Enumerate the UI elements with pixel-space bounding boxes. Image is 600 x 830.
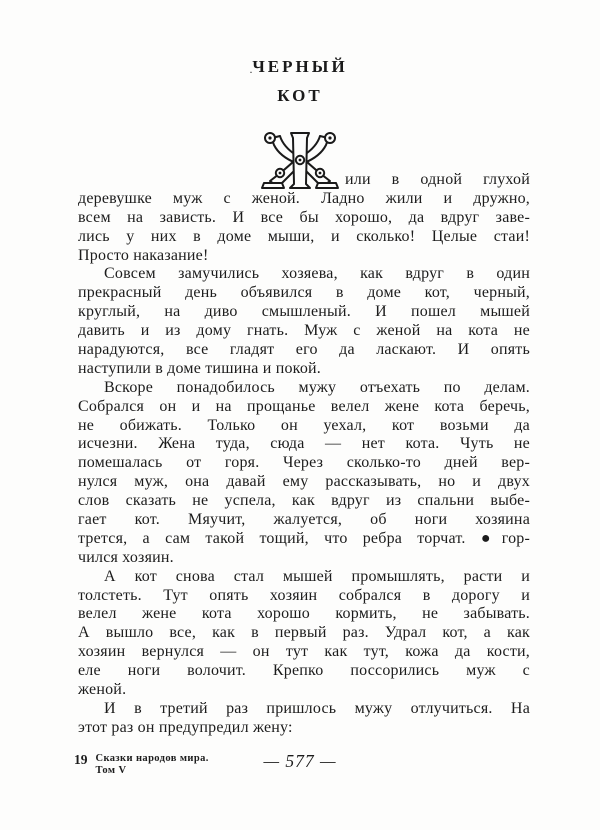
text-line: Собрался он и на прощанье велел жене кота беречь, (78, 397, 530, 415)
text-line: круглый, на диво смышленый. И пошел мышей (78, 303, 530, 321)
text-line: И в третий раз пришлось мужу отлучиться. На (104, 699, 530, 717)
text-line: слов сказать не успела, как вдруг из спальни выбе- (78, 492, 530, 510)
page-number: — 577 — (263, 751, 337, 771)
text-line: не обижать. Только он уехал, кот возьми да (78, 416, 530, 434)
text-line: нарадуются, все гладят его да ласкают. И опять (78, 341, 530, 359)
text-line: велел жене кота хорошо кормить, не забывать. (78, 605, 530, 623)
text-line: чился хозяин. (78, 548, 174, 566)
text-line: трется, а сам такой тощий, что ребра торчат. ●гор- (78, 529, 530, 547)
text-line: еле ноги волочит. Крепко поссорились муж с (78, 662, 530, 680)
text-line: Вскоре понадобилось мужу отъехать по делам. (104, 378, 530, 396)
edition-series: Сказки народов мира. (95, 753, 209, 764)
text-line: гает кот. Мяучит, жалуется, об ноги хозяина (78, 511, 530, 529)
story-title-line2: КОТ (277, 86, 323, 105)
signature-number: 19 (74, 752, 88, 767)
text-line: Совсем замучились хозяева, как вдруг в один (104, 265, 530, 283)
text-line: А вышло все, как в первый раз. Удрал кот, а как (78, 624, 530, 642)
story-title (0, 57, 600, 106)
text-line: женой. (78, 681, 127, 699)
story-title-line1: ЧЕРНЫЙ (252, 57, 348, 76)
title-mark-dot: · (249, 65, 253, 79)
text-line: наступили в доме тишина и покой. (78, 359, 321, 377)
text-line: деревушке муж с женой. Ладно жили и дружно, (78, 189, 530, 207)
text-line: лись у них в доме мыши, и сколько! Целые стаи! (78, 227, 530, 245)
text-line: А кот снова стал мышей промышлять, расти и (104, 567, 530, 585)
text-line: прекрасный день объявился в доме кот, черный, (78, 284, 530, 302)
text-line: всем на зависть. И все бы хорошо, да вдруг заве- (78, 208, 530, 226)
text-line: или в одной глухой (345, 171, 530, 188)
text-line: хозяин вернулся — он тут как тут, кожа да кости, (78, 643, 530, 661)
text-line: помешалась от горя. Через сколько-то дней вер- (78, 454, 530, 472)
text-line: толстеть. Тут опять хозяин собрался в дорогу и (78, 586, 530, 604)
text-line: исчезни. Жена туда, сюда — нет кота. Чуть не (78, 435, 530, 453)
story-text (78, 171, 530, 738)
edition-volume: Том V (95, 765, 127, 776)
text-line: этот раз он предупредил жену: (78, 718, 293, 736)
text-line: Просто наказание! (78, 246, 209, 264)
text-line: давить и из дому гнать. Муж с женой на кота не (78, 322, 530, 340)
text-line: нулся муж, она давай ему рассказывать, но и двух (78, 473, 530, 491)
